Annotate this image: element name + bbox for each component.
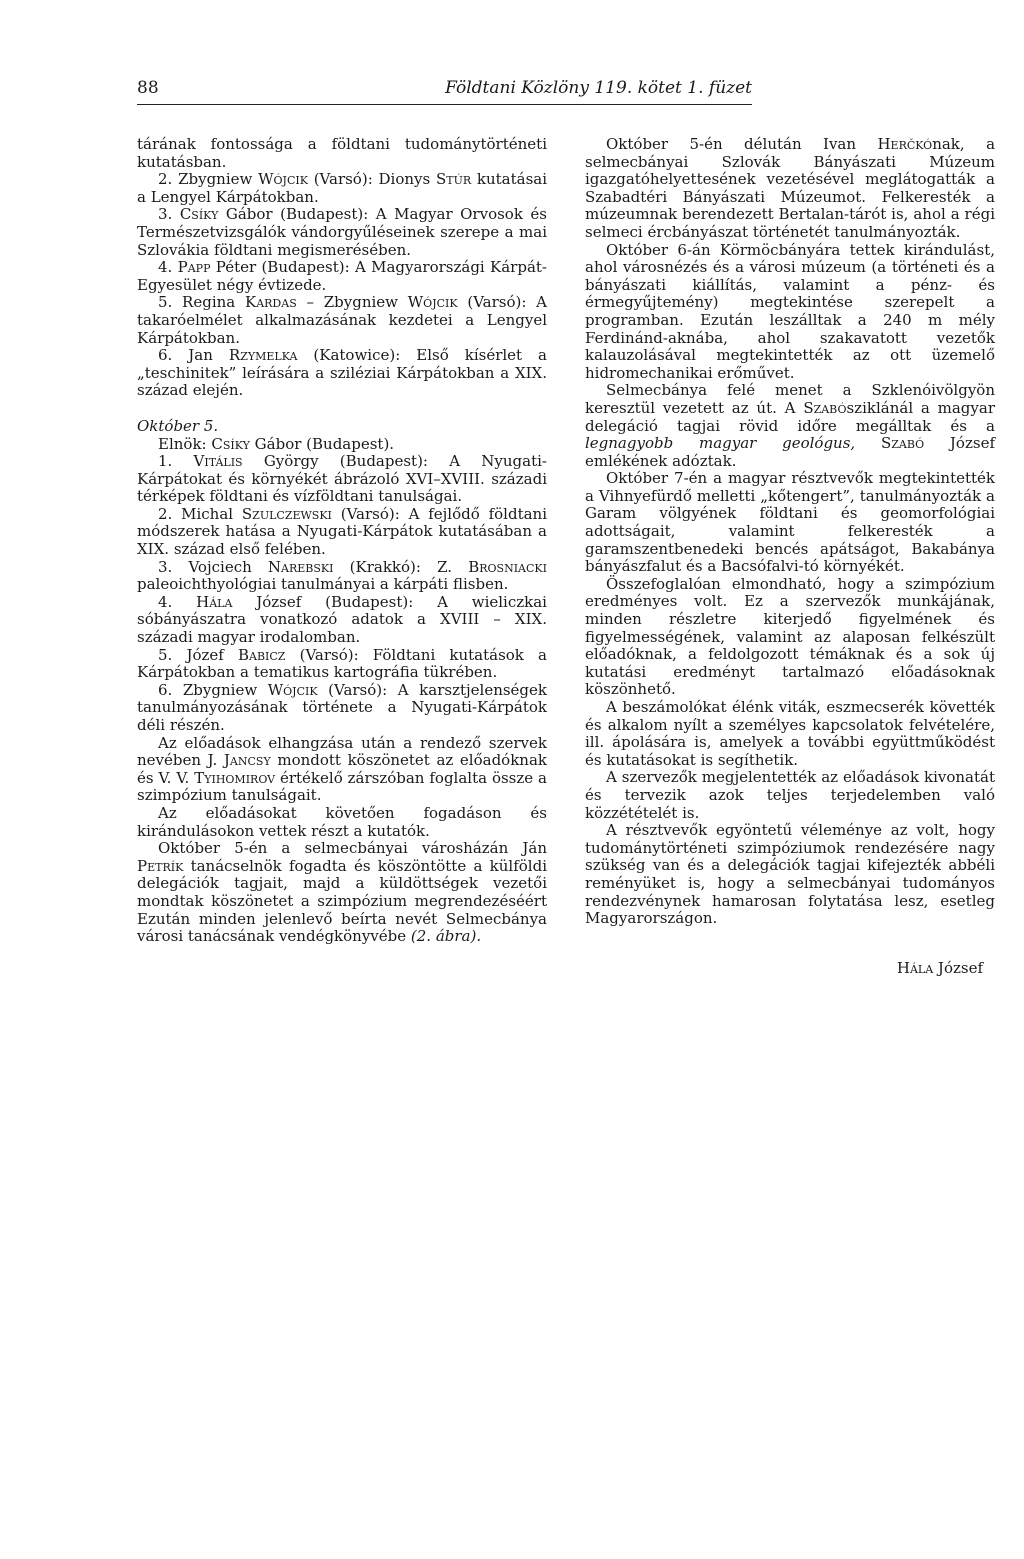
text-run: Gábor (Budapest): A Magyar Orvosok és Természetvizsgálók vándorgyűléseinek szerepe a mai Szlovákia földtani megismerésében. xyxy=(137,205,547,259)
person-name: Kardas xyxy=(245,293,297,312)
text-run: Gábor (Budapest). xyxy=(249,434,395,453)
person-name: Wójcik xyxy=(407,293,458,312)
text-run: 1. xyxy=(158,452,194,471)
paragraph xyxy=(137,735,547,805)
person-name: Tyihomirov xyxy=(194,768,276,787)
text-run: tárának fontossága a földtani tudománytörténeti kutatásban. xyxy=(137,135,547,171)
paragraph xyxy=(137,206,547,259)
paragraph xyxy=(137,436,547,454)
text-run: Október 6-án Körmöcbányára tettek kirándulást, ahol városnézés és a városi múzeum (a történeti és a bányászati kiállítás, valamint a pénz- és érmegyűjtemény) megtekintése szerepelt a programban. Ezután leszálltak a 240 m mély Ferdinánd-aknába, ahol szakavatott vezetők kalauzolásával megtekintették az ott üzemelő hidromechanikai erőművet. xyxy=(585,240,995,382)
person-name: Csíky xyxy=(211,434,250,453)
text-run: 2. Zbygniew xyxy=(158,170,259,189)
text-run: (Varsó): Földtani kutatások a Kárpátokban a tematikus kartográfia tükrében. xyxy=(137,645,547,682)
header-rule xyxy=(137,104,752,105)
journal-title: Földtani Közlöny 119. kötet 1. füzet xyxy=(445,78,752,98)
text-run: A szervezők megjelentették az előadások kivonatát és tervezik azok teljes terjedelemben való közzétételét is. xyxy=(585,768,995,822)
person-name: Szulczewski xyxy=(241,504,332,523)
session-heading xyxy=(137,418,547,436)
paragraph xyxy=(585,699,995,769)
author-signature xyxy=(585,960,995,978)
paragraph xyxy=(137,171,547,206)
text-run: 2. Michal xyxy=(158,504,242,523)
text-run: (Varsó): Dionys xyxy=(307,170,436,189)
text-run: József (Budapest): A wieliczkai sóbányászatra vonatkozó adatok a XVIII – XIX. századi magyar irodalomban. xyxy=(137,592,547,647)
person-name: Hála xyxy=(196,592,233,611)
running-header xyxy=(137,74,752,100)
person-name: Petrík xyxy=(137,856,184,875)
text-run: Selmecbánya felé menet a Szklenóivölgyön keresztül vezetett az út. A xyxy=(585,381,995,417)
text-run: Az előadások elhangzása után a rendező szervek nevében J. xyxy=(137,733,547,770)
person-name: Hála xyxy=(896,958,934,977)
text-run: József xyxy=(933,958,983,977)
person-name: Vitális xyxy=(193,452,243,471)
paragraph xyxy=(585,576,995,699)
person-name: Jancsy xyxy=(223,751,271,770)
italic-text: legnagyobb magyar geológus, xyxy=(585,434,856,453)
text-run: Az előadásokat követően fogadáson és kirándulásokon vettek részt a kutatók. xyxy=(137,803,547,840)
text-run: Október 5. xyxy=(137,416,219,435)
page-number: 88 xyxy=(137,78,159,98)
text-run: 5. Józef xyxy=(158,645,238,664)
paragraph xyxy=(137,840,547,946)
text-run: 6. Zbygniew xyxy=(158,680,268,699)
text-run: Péter (Budapest): A Magyarországi Kárpát-Egyesület négy évtizede. xyxy=(137,258,547,294)
text-run: György (Budapest): A Nyugati-Kárpátokat és környékét ábrázoló XVI–XVIII. századi térképek földtani és vízföldtani tanulságai. xyxy=(137,452,547,506)
text-run: – Zbygniew xyxy=(296,293,408,312)
text-run: Összefoglalóan elmondható, hogy a szimpózium eredményes volt. Ez a szervezők munkájának, minden részletre kiterjedő figyelmének és figyelmességének, valamint az alaposan felkészült előadóknak, a feldolgozott témáknak és a sok új kutatási eredményt tartalmazó előadásoknak köszönhető. xyxy=(585,574,995,699)
text-run xyxy=(855,434,881,452)
paragraph xyxy=(137,559,547,594)
person-name: Stúr xyxy=(435,170,472,189)
person-name: Szabó xyxy=(880,434,925,453)
text-run: A beszámolókat élénk viták, eszmecserék követték és alkalom nyílt a személyes kapcsolatok felvételére, ill. ápolására is, amelyek a további együttműködést és kutatásokat is segíthetik. xyxy=(585,698,995,769)
person-name: Wójcik xyxy=(267,680,318,699)
text-run: Elnök: xyxy=(158,434,212,453)
text-run: (Katowice): Első kísérlet a „teschinitek” leírására a sziléziai Kárpátokban a XIX. század elején. xyxy=(137,346,547,400)
text-run: tanácselnök fogadta és köszöntötte a külföldi delegációk tagjait, majd a küldöttségek vezetői mondtak köszönetet a szimpózium megrendezéséért Ezután minden jelenlevő beírta nevét Selmecbánya városi tanácsának vendégkönyvébe xyxy=(137,856,547,946)
text-run: (Krakkó): Z. xyxy=(333,557,469,576)
text-run: 4. xyxy=(158,592,197,611)
text-run: 6. Jan xyxy=(158,346,229,365)
paragraph xyxy=(585,470,995,576)
paragraph xyxy=(137,594,547,647)
paragraph xyxy=(585,822,995,928)
paragraph xyxy=(585,769,995,822)
text-run: Október 5-én a selmecbányai városházán Ján xyxy=(158,839,547,858)
text-run: kutatásai a Lengyel Kárpátokban. xyxy=(137,170,548,206)
text-run: sziklánál a magyar delegáció tagjai rövid időre megálltak és a xyxy=(585,398,996,435)
paragraph xyxy=(137,259,547,294)
person-name: Brosniacki xyxy=(468,557,547,576)
italic-text: (2. ábra). xyxy=(410,927,482,946)
text-run: Október 7-én a magyar résztvevők megtekintették a Vihnyefürdő melletti „kőtengert”, tanulmányozták a Garam völgyének földtani és geomorfológiai adottságait, valamint felkeresték a garamszentbenedeki bencés apátságot, Bakabánya bányászfalut és a Bacsófalvi-tó környékét. xyxy=(585,469,995,576)
paragraph xyxy=(137,805,547,840)
text-run: nak, a selmecbányai Szlovák Bányászati Múzeum igazgatóhelyettesének vezetésével meglátogatták a Szabadtéri Bányászati Múzeumot. Felkeresték a múzeumnak berendezett Bertalan-tárót is, ahol a régi selmeci ércbányászat történetét tanulmányozták. xyxy=(585,135,996,241)
paragraph xyxy=(137,506,547,559)
person-name: Papp xyxy=(177,258,211,277)
text-run: 4. xyxy=(158,258,178,277)
paragraph xyxy=(585,136,995,242)
text-run: mondott köszönetet az előadóknak és V. V. xyxy=(137,751,547,787)
paragraph xyxy=(585,382,995,470)
text-run: 5. Regina xyxy=(158,293,245,312)
text-run: Október 5-én délután Ivan xyxy=(606,135,878,153)
text-run: A résztvevők egyöntetű véleménye az volt, hogy tudománytörténeti szimpóziumok rendezésére nagy szükség van és a delegációk tagjai kifejezték abbéli reményüket is, hogy a selmecbányai tudományos rendezvénynek hamarosan folytatása lesz, esetleg Magyarországon. xyxy=(585,821,995,928)
text-run: értékelő zárszóban foglalta össze a szimpózium tanulságait. xyxy=(137,768,547,805)
left-column xyxy=(137,136,547,946)
person-name: Csíky xyxy=(179,205,219,224)
person-name: Babicz xyxy=(237,645,286,664)
paragraph xyxy=(137,453,547,506)
person-name: Szabó xyxy=(803,398,847,417)
person-name: Narebski xyxy=(267,557,334,576)
paragraph xyxy=(137,347,547,400)
text-run: József emlékének adóztak. xyxy=(585,434,995,470)
paragraph xyxy=(137,682,547,735)
paragraph xyxy=(137,294,547,347)
text-run: paleoichthyológiai tanulmányai a kárpáti flisben. xyxy=(137,575,509,594)
paragraph xyxy=(137,136,547,171)
text-run: (Varsó): A karsztjelenségek tanulmányozásának története a Nyugati-Kárpátok déli részén. xyxy=(137,680,548,734)
person-name: Wójcik xyxy=(258,170,308,189)
right-column xyxy=(585,136,995,977)
text-run: (Varsó): A fejlődő földtani módszerek hatása a Nyugati-Kárpátok kutatásában a XIX. század első felében. xyxy=(137,504,547,559)
paragraph xyxy=(585,242,995,383)
person-name: Rzymelka xyxy=(228,346,298,365)
text-run: 3. xyxy=(158,205,180,224)
person-name: Herčkó xyxy=(877,135,933,153)
text-run: (Varsó): A takaróelmélet alkalmazásának kezdetei a Lengyel Kárpátokban. xyxy=(137,293,547,347)
text-run: 3. Vojciech xyxy=(158,557,268,576)
paragraph xyxy=(137,647,547,682)
